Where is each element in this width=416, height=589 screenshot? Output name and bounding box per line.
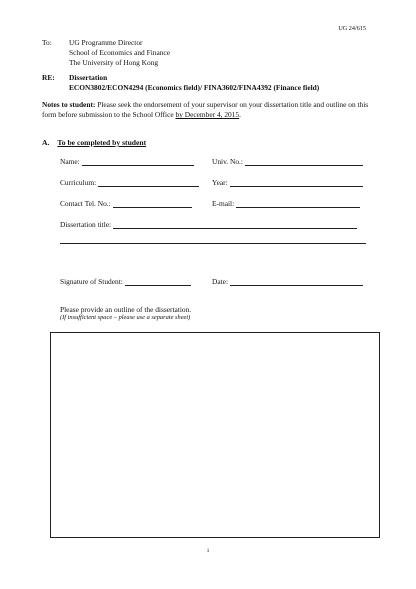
outline-instruction: Please provide an outline of the dissertation.	[60, 305, 192, 314]
year-line[interactable]	[230, 179, 363, 187]
section-a-title: To be completed by student	[57, 138, 147, 147]
recipient-line-1: UG Programme Director	[69, 38, 143, 47]
email-line[interactable]	[236, 200, 360, 208]
notes-deadline: by December 4, 2015	[175, 110, 240, 120]
contact-label: Contact Tel. No.:	[60, 199, 111, 208]
dissertation-title-line[interactable]	[113, 221, 357, 229]
email-label: E-mail:	[212, 199, 235, 208]
contact-field[interactable]	[60, 199, 192, 208]
univ-no-line[interactable]	[245, 158, 363, 166]
name-label: Name:	[60, 157, 80, 166]
notes-to-student	[42, 100, 370, 120]
signature-field[interactable]	[60, 277, 191, 286]
document-reference: UG 24/615	[338, 25, 366, 32]
outline-note: (If insufficient space – please use a separate sheet)	[60, 314, 191, 321]
subject-line-2: ECON3802/ECON4294 (Economics field)/ FINA3602/FINA4392 (Finance field)	[69, 83, 320, 92]
date-label: Date:	[212, 277, 229, 286]
recipient-address	[69, 38, 170, 68]
name-field[interactable]	[60, 157, 194, 166]
date-line[interactable]	[230, 278, 363, 286]
subject	[69, 73, 319, 93]
contact-line[interactable]	[113, 200, 192, 208]
year-label: Year:	[212, 178, 228, 187]
email-field[interactable]	[212, 199, 360, 208]
univ-no-field[interactable]	[212, 157, 363, 166]
re-label: RE:	[42, 73, 55, 82]
outline-box[interactable]	[50, 332, 380, 538]
subject-line-1: Dissertation	[69, 73, 108, 82]
dissertation-title-label: Dissertation title:	[60, 220, 112, 229]
section-a-heading	[42, 138, 146, 147]
univ-no-label: Univ. No.:	[212, 157, 243, 166]
dissertation-title-line-2[interactable]	[60, 243, 366, 244]
year-field[interactable]	[212, 178, 363, 187]
curriculum-label: Curriculum:	[60, 178, 97, 187]
date-field[interactable]	[212, 277, 363, 286]
notes-label: Notes to student:	[42, 100, 96, 109]
section-a-letter: A.	[42, 138, 50, 147]
page-number: 1	[206, 548, 210, 554]
name-line[interactable]	[82, 158, 194, 166]
notes-end: .	[239, 110, 241, 120]
curriculum-field[interactable]	[60, 178, 199, 187]
to-label: To:	[42, 38, 52, 47]
recipient-line-3: The University of Hong Kong	[69, 58, 159, 67]
curriculum-line[interactable]	[98, 179, 199, 187]
signature-label: Signature of Student:	[60, 277, 123, 286]
notes-text: Please seek the endorsement of your supervisor on your dissertation title and outline on this form before submission to the School Office	[42, 100, 369, 120]
signature-line[interactable]	[125, 278, 191, 286]
recipient-line-2: School of Economics and Finance	[69, 48, 170, 57]
dissertation-title-field[interactable]	[60, 220, 357, 229]
